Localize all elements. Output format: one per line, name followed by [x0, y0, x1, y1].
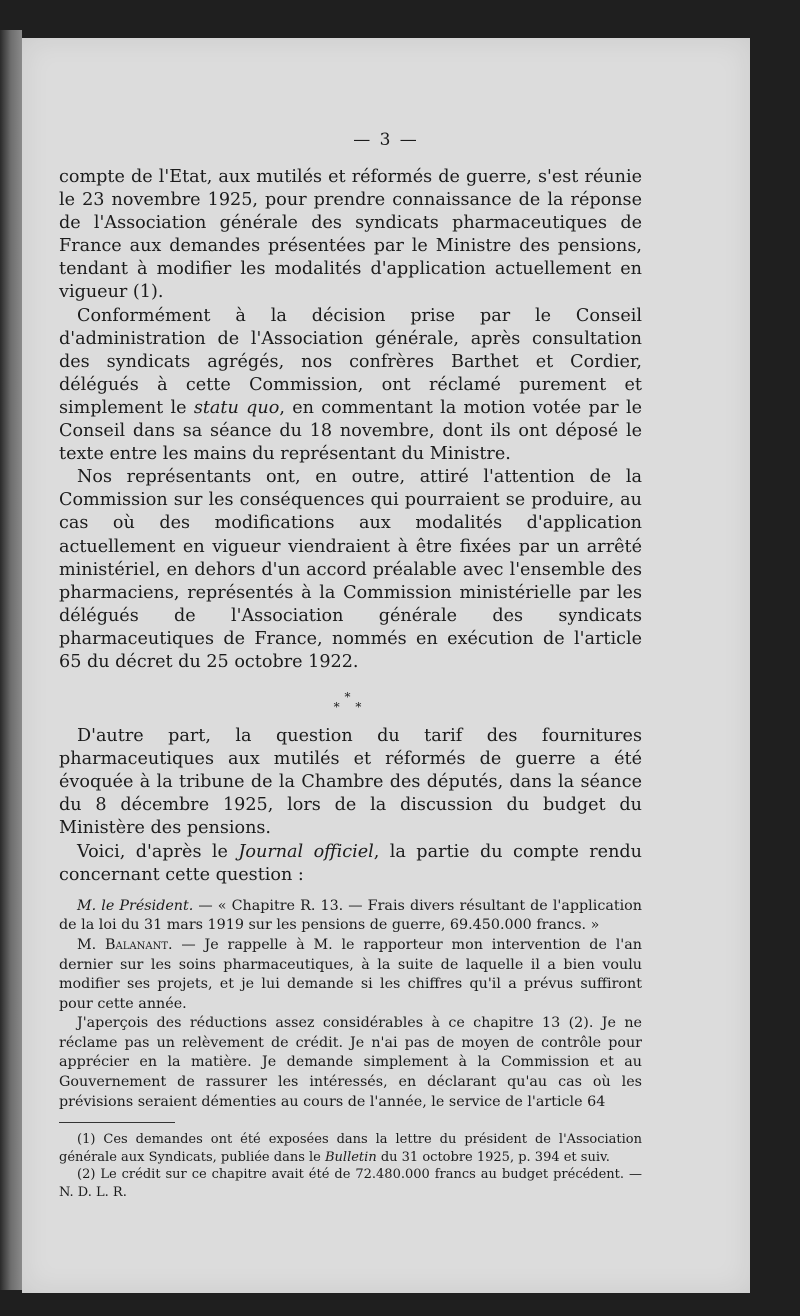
body-text	[59, 166, 642, 1201]
paragraph-2: Conformément à la décision prise par le Conseil d'administration de l'Association générale, après consultation des syndicats agrégés, nos confrères Barthet et Cordier, délégués à cette Commission, ont réclamé purement et simplement le statu quo, en commentant la motion votée par le Conseil dans sa séance du 18 novembre, dont ils ont déposé le texte entre les mains du représentant du Ministre.	[59, 305, 642, 465]
debate-transcript	[59, 897, 642, 1113]
footnote-divider	[59, 1122, 175, 1123]
asterism-top: *	[344, 690, 357, 705]
paragraph-3: Nos représentants ont, en outre, attiré l'attention de la Commission sur les conséquences qui pourraient se produire, au cas où des modifications aux modalités d'application actuellement en vigueur viendraient à être fixées par un arrêté ministériel, en dehors d'un accord préalable avec l'ensemble des pharmaciens, représentés à la Commission ministérielle par les délégués de l'Association générale des syndicats pharmaceutiques de France, nommés en exécution de l'article 65 du décret du 25 octobre 1922.	[59, 467, 642, 672]
book-spine-edge	[0, 30, 22, 1290]
asterism-separator	[59, 690, 642, 715]
debate-entry-president: M. le Président. — « Chapitre R. 13. — Frais divers résultant de l'application de la loi du 31 mars 1919 sur les pensions de guerre, 69.450.000 francs. »	[59, 897, 642, 934]
footnotes	[59, 1131, 642, 1201]
bulletin-title: Bulletin	[325, 1149, 377, 1165]
debate-entry-balanant: M. Balanant. — Je rappelle à M. le rapporteur mon intervention de l'an dernier sur les soins pharmaceutiques, à la suite de laquelle il a bien voulu modifier ses projets, et je lui demande si les chiffres qu'il a prévus suffiront pour cette année.	[59, 936, 642, 1012]
debate-entry-continued: J'aperçois des réductions assez considérables à ce chapitre 13 (2). Je ne réclame pas un relèvement de crédit. Je n'ai pas de moyen de contrôle pour apprécier en la matière. Je demande simplement à la Commission et au Gouvernement de rassurer les intéressés, en déclarant qu'au cas où les prévisions seraient démenties au cours de l'année, le service de l'article 64	[59, 1015, 642, 1110]
paragraph-5: Voici, d'après le Journal officiel, la partie du compte rendu concernant cette question :	[59, 841, 643, 885]
page-number: — 3 —	[353, 130, 419, 150]
speaker-balanant: M. Balanant.	[77, 936, 173, 953]
journal-officiel-title: Journal officiel	[238, 841, 374, 862]
footnote-2: (2) Le crédit sur ce chapitre avait été de 72.480.000 francs au budget précédent. — N. D. L. R.	[59, 1167, 642, 1200]
speaker-president: M. le Président.	[77, 897, 194, 914]
statu-quo-emphasis: statu quo	[193, 397, 280, 418]
document-page	[22, 38, 750, 1293]
paragraph-4: D'autre part, la question du tarif des fournitures pharmaceutiques aux mutilés et réformés de guerre a été évoquée à la tribune de la Chambre des députés, dans la séance du 8 décembre 1925, lors de la discussion du budget du Ministère des pensions.	[59, 726, 642, 839]
paragraph-1: compte de l'Etat, aux mutilés et réformés de guerre, s'est réunie le 23 novembre 1925, pour prendre connaissance de la réponse de l'Association générale des syndicats pharmaceutiques de France aux demandes présentées par le Ministre des pensions, tendant à modifier les modalités d'application actuellement en vigueur (1).	[59, 167, 642, 303]
asterism-bottom: * *	[333, 700, 368, 715]
footnote-1: (1) Ces demandes ont été exposées dans la lettre du président de l'Association générale aux Syndicats, publiée dans le Bulletin du 31 octobre 1925, p. 394 et suiv.	[59, 1132, 642, 1165]
